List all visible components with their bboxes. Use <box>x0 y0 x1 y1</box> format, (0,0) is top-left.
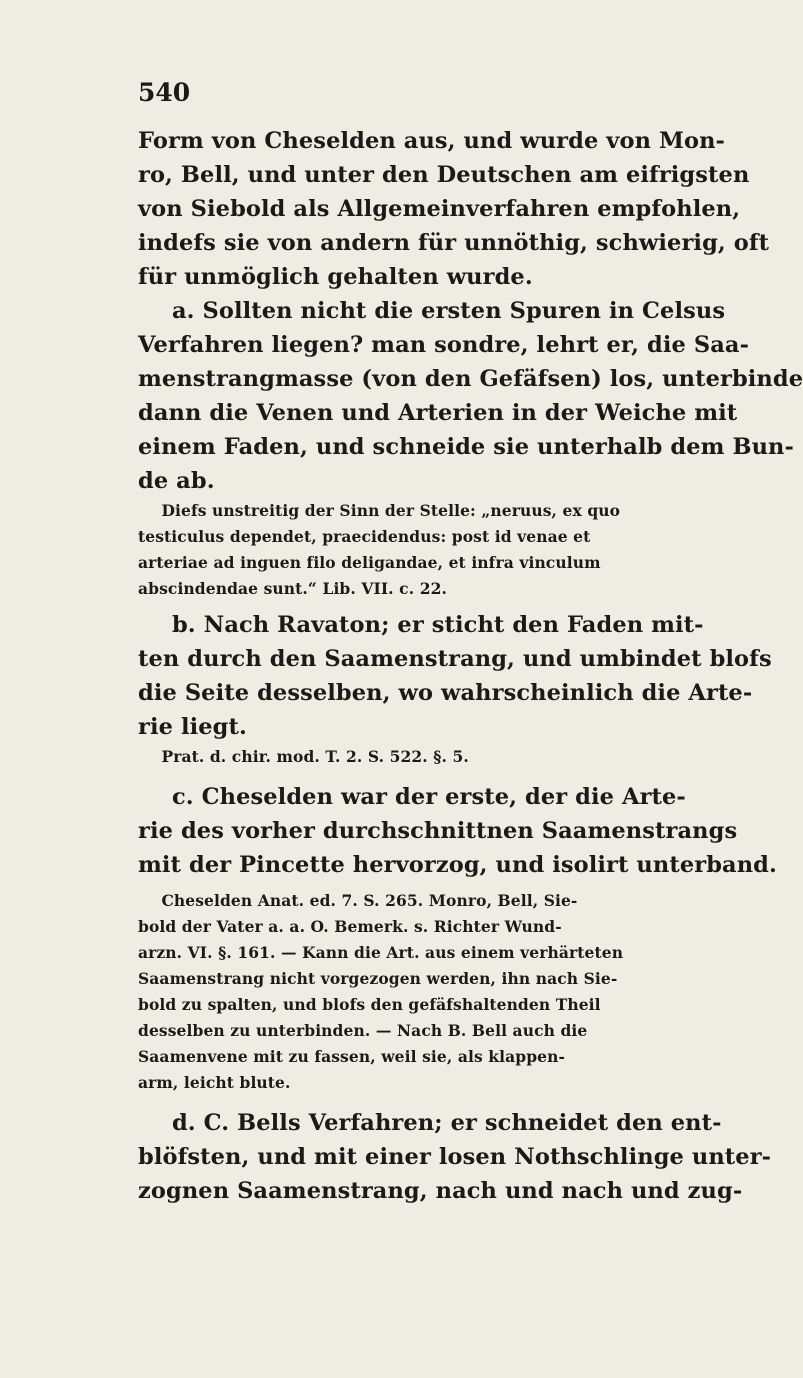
body-paragraph <box>138 1106 772 1208</box>
text-line: abscindendae sunt.“ Lib. VII. c. 22. <box>138 579 447 598</box>
footnote-block <box>138 888 726 1096</box>
text-line: Saamenvene mit zu fassen, weil sie, als klappen- <box>138 1047 566 1066</box>
text-line: rie des vorher durchschnittnen Saamenstrangs <box>138 818 738 844</box>
block-spacer <box>138 770 726 780</box>
text-line: b. Nach Ravaton; er sticht den Faden mit- <box>138 612 704 638</box>
text-line: Verfahren liegen? man sondre, lehrt er, die Saa- <box>138 332 750 358</box>
text-line: c. Cheselden war der erste, der die Arte- <box>138 784 686 810</box>
text-line: menstrangmasse (von den Gefäfsen) los, unterbinde <box>138 366 803 392</box>
text-line: von Siebold als Allgemeinverfahren empfohlen, <box>138 196 741 222</box>
block-spacer <box>138 1096 726 1106</box>
text-line: blöfsten, und mit einer losen Nothschlinge unter- <box>138 1144 772 1170</box>
text-line: Prat. d. chir. mod. T. 2. S. 522. §. 5. <box>138 747 469 766</box>
footnote-block <box>138 744 726 770</box>
text-line: d. C. Bells Verfahren; er schneidet den ent- <box>138 1110 722 1136</box>
text-line: Saamenstrang nicht vorgezogen werden, ihn nach Sie- <box>138 969 618 988</box>
text-line: dann die Venen und Arterien in der Weiche mit <box>138 400 738 426</box>
text-line: arzn. VI. §. 161. — Kann die Art. aus einem verhärteten <box>138 943 624 962</box>
text-line: indefs sie von andern für unnöthig, schwierig, oft <box>138 230 770 256</box>
text-line: rie liegt. <box>138 714 247 740</box>
body-paragraph <box>138 294 803 498</box>
text-line: Cheselden Anat. ed. 7. S. 265. Monro, Bell, Sie- <box>138 891 578 910</box>
footnote-block <box>138 498 726 602</box>
body-paragraph <box>138 780 777 882</box>
text-line: für unmöglich gehalten wurde. <box>138 264 533 290</box>
text-line: Diefs unstreitig der Sinn der Stelle: „neruus, ex quo <box>138 501 621 520</box>
text-line: desselben zu unterbinden. — Nach B. Bell auch die <box>138 1021 588 1040</box>
body-paragraph <box>138 608 772 744</box>
text-line: ro, Bell, und unter den Deutschen am eifrigsten <box>138 162 750 188</box>
page-text <box>138 124 803 1208</box>
text-line: arm, leicht blute. <box>138 1073 291 1092</box>
text-line: a. Sollten nicht die ersten Spuren in Celsus <box>138 298 726 324</box>
text-line: die Seite desselben, wo wahrscheinlich die Arte- <box>138 680 753 706</box>
text-line: ten durch den Saamenstrang, und umbindet blofs <box>138 646 772 672</box>
text-line: testiculus dependet, praecidendus: post id venae et <box>138 527 591 546</box>
text-line: arteriae ad inguen filo deligandae, et infra vinculum <box>138 553 601 572</box>
text-line: bold der Vater a. a. O. Bemerk. s. Richter Wund- <box>138 917 562 936</box>
text-line: de ab. <box>138 468 215 494</box>
text-line: Form von Cheselden aus, und wurde von Mon- <box>138 128 725 154</box>
text-line: einem Faden, und schneide sie unterhalb dem Bun- <box>138 434 794 460</box>
text-line: bold zu spalten, und blofs den gefäfshaltenden Theil <box>138 995 601 1014</box>
body-paragraph <box>138 124 770 294</box>
text-line: zognen Saamenstrang, nach und nach und zug- <box>138 1178 743 1204</box>
text-line: mit der Pincette hervorzog, und isolirt unterband. <box>138 852 777 878</box>
page-number: 540 <box>138 78 191 107</box>
